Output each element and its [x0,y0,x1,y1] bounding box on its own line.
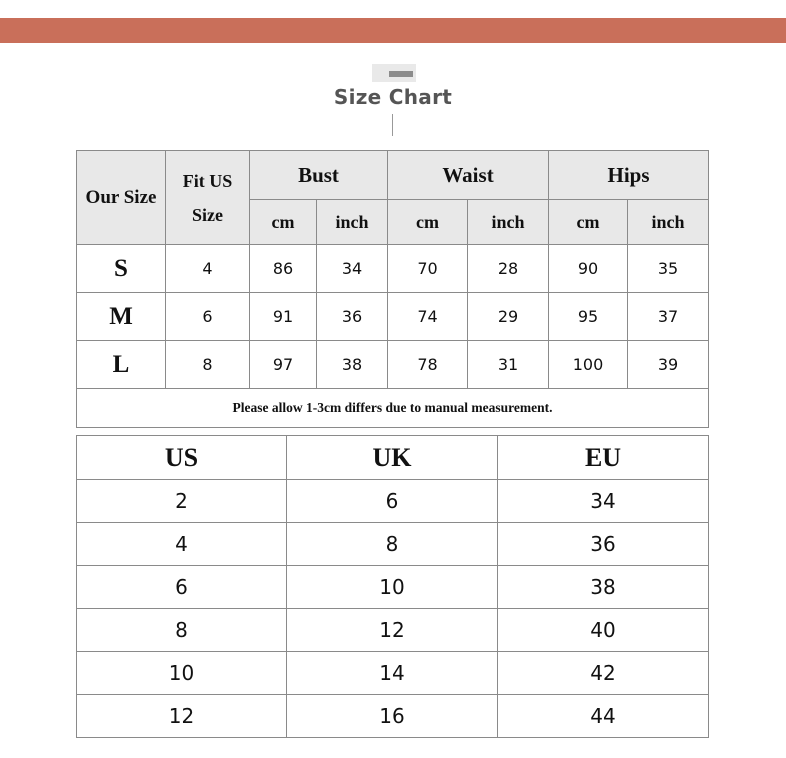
top-accent-bar [0,18,786,43]
table-row [77,652,709,695]
unit-header: cm [388,200,468,245]
unit-header: cm [549,200,628,245]
unit-header: inch [317,200,388,245]
eu-cell: 34 [498,480,709,523]
waist-inch-cell: 29 [468,293,549,341]
us-size-cell: 4 [166,245,250,293]
uk-cell: 10 [287,566,498,609]
header-hips: Hips [549,151,709,200]
hips-inch-cell: 39 [628,341,709,389]
unit-header: inch [468,200,549,245]
header-our-size: Our Size [77,151,166,245]
eu-cell: 36 [498,523,709,566]
unit-header: cm [250,200,317,245]
us-cell: 4 [77,523,287,566]
us-size-cell: 6 [166,293,250,341]
unit-header: inch [628,200,709,245]
uk-cell: 14 [287,652,498,695]
size-conversion-table [76,435,709,738]
title-decoration-icon [372,64,416,82]
bust-cm-cell: 86 [250,245,317,293]
header-waist: Waist [388,151,549,200]
eu-cell: 44 [498,695,709,738]
header-uk: UK [287,436,498,480]
title-divider [392,114,393,136]
hips-cm-cell: 95 [549,293,628,341]
header-eu: EU [498,436,709,480]
us-cell: 10 [77,652,287,695]
eu-cell: 40 [498,609,709,652]
bust-inch-cell: 34 [317,245,388,293]
table-row [77,341,709,389]
waist-cm-cell: 78 [388,341,468,389]
size-label: M [77,293,166,341]
waist-cm-cell: 70 [388,245,468,293]
bust-cm-cell: 97 [250,341,317,389]
table-row [77,609,709,652]
uk-cell: 16 [287,695,498,738]
eu-cell: 38 [498,566,709,609]
uk-cell: 6 [287,480,498,523]
table-row [77,293,709,341]
header-bust: Bust [250,151,388,200]
table-row [77,245,709,293]
size-label: S [77,245,166,293]
waist-inch-cell: 28 [468,245,549,293]
page-title: Size Chart [333,85,453,109]
us-cell: 12 [77,695,287,738]
size-measurement-table [76,150,709,428]
bust-inch-cell: 38 [317,341,388,389]
bust-cm-cell: 91 [250,293,317,341]
table-row [77,566,709,609]
table-row [77,523,709,566]
hips-cm-cell: 90 [549,245,628,293]
us-cell: 8 [77,609,287,652]
size-label: L [77,341,166,389]
bust-inch-cell: 36 [317,293,388,341]
uk-cell: 8 [287,523,498,566]
us-cell: 2 [77,480,287,523]
hips-cm-cell: 100 [549,341,628,389]
waist-inch-cell: 31 [468,341,549,389]
eu-cell: 42 [498,652,709,695]
us-size-cell: 8 [166,341,250,389]
measurement-note: Please allow 1-3cm differs due to manual measurement. [77,389,709,428]
uk-cell: 12 [287,609,498,652]
header-us: US [77,436,287,480]
us-cell: 6 [77,566,287,609]
header-fit-us-size: Fit US Size [166,151,250,245]
table-row [77,480,709,523]
hips-inch-cell: 35 [628,245,709,293]
waist-cm-cell: 74 [388,293,468,341]
table-row [77,695,709,738]
hips-inch-cell: 37 [628,293,709,341]
